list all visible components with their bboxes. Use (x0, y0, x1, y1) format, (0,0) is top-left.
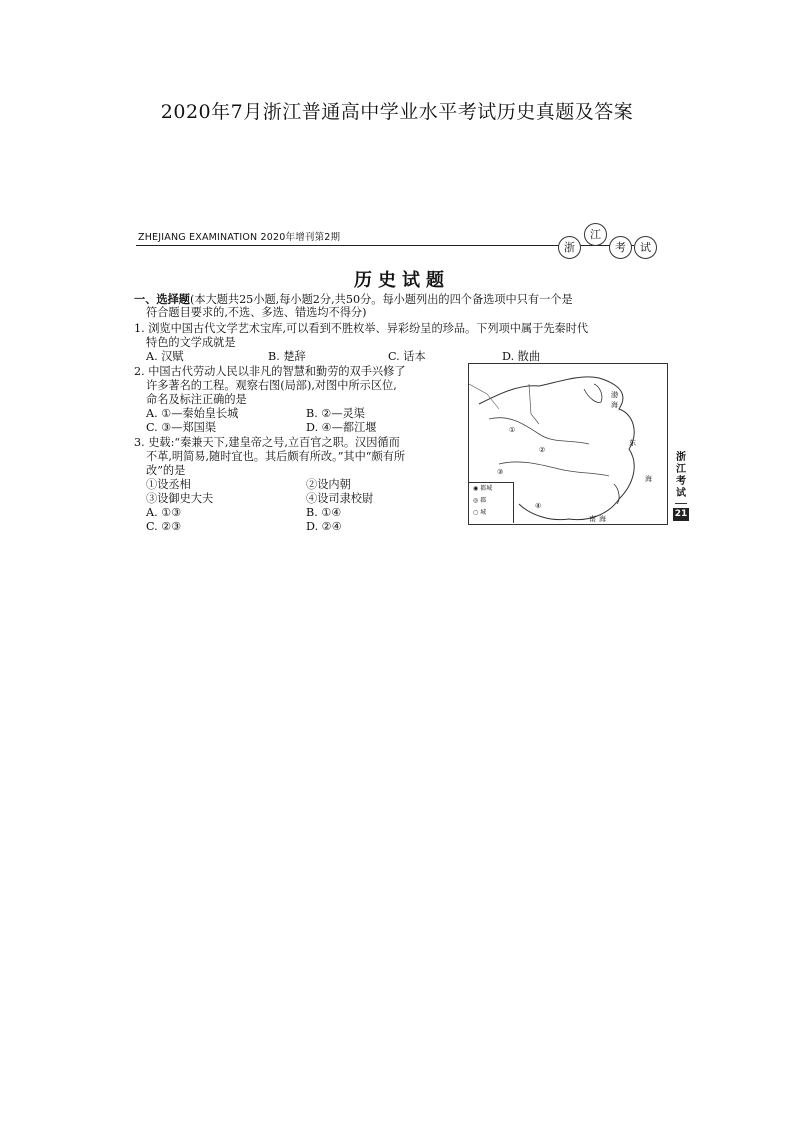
page-number: 21 (674, 509, 688, 519)
map-label: 海 (599, 515, 606, 523)
statement-item: ④设司隶校尉 (306, 492, 374, 505)
seal-char: 浙 (558, 236, 581, 259)
paper-title: 历史试题 (354, 270, 450, 291)
statement-item: ③设御史大夫 (146, 492, 214, 505)
option: A. 汉赋 (146, 350, 184, 363)
question-line: 3. 史载:“秦兼天下,建皇帝之号,立百官之职。汉因循而 (134, 436, 400, 449)
magazine-header: ZHEJIANG EXAMINATION 2020年增刊第2期 (138, 232, 341, 243)
seal-char: 考 (609, 236, 632, 259)
question-line: 改”的是 (146, 464, 186, 477)
option: B. ②—灵渠 (306, 407, 365, 420)
legend-item-commandery: ◎ 郡 (473, 497, 487, 504)
side-tab-rule (675, 503, 687, 504)
question-line: 不革,明简易,随时宜也。其后颇有所改。”其中“颇有所 (146, 450, 406, 463)
section-note: 符合题目要求的,不选、多选、错选均不得分) (146, 306, 367, 319)
legend-label: 城 (480, 509, 487, 516)
legend-item-capital: ◉ 都城 (473, 485, 493, 492)
map-label: 东 (629, 439, 636, 447)
scanned-exam-page (134, 216, 688, 540)
statement-item: ②设内朝 (306, 478, 351, 491)
legend-label: 都城 (480, 485, 493, 492)
map-label: 渤 (611, 391, 618, 399)
question-line: 2. 中国古代劳动人民以非凡的智慧和勤劳的双手兴修了 (134, 365, 406, 378)
map-marker: ① (509, 426, 516, 434)
historical-map (468, 363, 668, 525)
option: C. 话本 (388, 350, 426, 363)
map-label: 海 (645, 475, 652, 483)
question-line: 特色的文学成就是 (146, 336, 236, 349)
option: C. ②③ (146, 520, 182, 533)
statement-item: ①设丞相 (146, 478, 191, 491)
map-marker: ③ (497, 468, 504, 476)
seal-char: 试 (634, 236, 657, 259)
option: B. 楚辞 (268, 350, 306, 363)
question-line: 1. 浏览中国古代文学艺术宝库,可以看到不胜枚举、异彩纷呈的珍品。下列项中属于先秦时代 (134, 322, 589, 335)
question-line: 命名及标注正确的是 (146, 393, 247, 406)
map-label: 海 (611, 401, 618, 409)
seal-char: 江 (584, 223, 607, 246)
map-legend (469, 482, 514, 523)
section-label: 一、选择题 (134, 292, 190, 306)
legend-label: 郡 (480, 497, 487, 504)
option: D. ②④ (306, 520, 342, 533)
document-title: 2020年7月浙江普通高中学业水平考试历史真题及答案 (160, 101, 634, 123)
option: D. ④—都江堰 (306, 421, 377, 434)
section-note: (本大题共25小题,每小题2分,共50分。每小题列出的四个备选项中只有一个是 (189, 293, 573, 306)
option: A. ①—秦始皇长城 (146, 407, 239, 420)
map-label: 南 (589, 515, 596, 523)
option: A. ①③ (146, 506, 182, 519)
option: C. ③—郑国渠 (146, 421, 217, 434)
question-line: 许多著名的工程。观察右图(局部),对图中所示区位, (146, 379, 397, 392)
map-marker: ② (539, 446, 546, 454)
option: B. ①④ (306, 506, 342, 519)
legend-item-city: ○ 城 (473, 509, 487, 516)
side-tab-label: 浙江考试 (676, 452, 686, 499)
option: D. 散曲 (502, 350, 541, 363)
map-marker: ④ (535, 502, 542, 510)
section-heading (134, 292, 573, 307)
